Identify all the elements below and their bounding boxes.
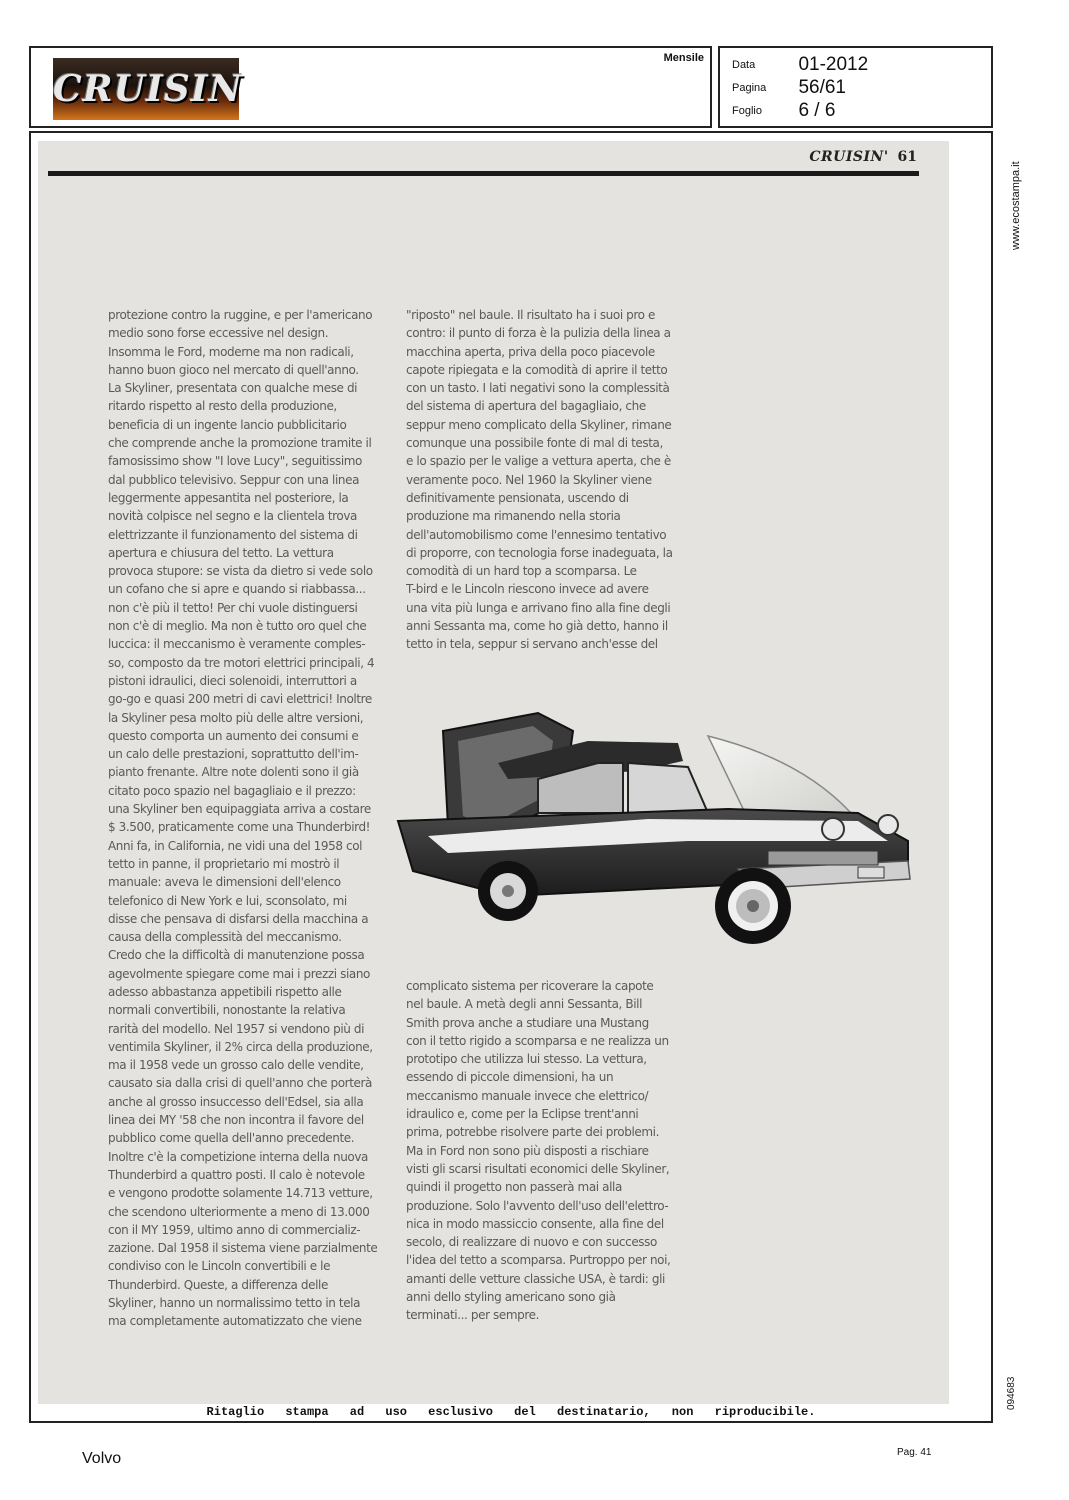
article-line: Thunderbird. Queste, a differenza delle (108, 1277, 328, 1292)
article-line: che scendono ulteriormente a meno di 13.000 (108, 1204, 370, 1219)
article-line: disse che pensava di disfarsi della macchina a (108, 911, 369, 926)
article-line: di proporre, con tecnologia forse inadeguata, la (406, 545, 673, 560)
article-line: causato sia dalla crisi di quell'anno che porterà (108, 1076, 372, 1091)
scanned-page (38, 141, 949, 1404)
article-line: dal pubblico televisivo. Seppur con una linea (108, 472, 360, 487)
date-row (732, 54, 868, 76)
article-line: e lo spazio per le valige a vettura aperta, che è (406, 454, 671, 469)
article-line: visti gli scarsi risultati economici delle Skyliner, (406, 1161, 670, 1176)
article-line: tetto in tela, seppur si servano anch'esse del (406, 637, 658, 652)
article-line: causa della complessità del meccanismo. (108, 930, 342, 945)
article-line: Anni fa, in California, ne vidi una del 1958 col (108, 838, 363, 853)
article-line: beneficia di un ingente lancio pubblicitario (108, 417, 347, 432)
article-line: con il MY 1959, ultimo anno di commercializ- (108, 1222, 361, 1237)
ford-skyliner-photo (388, 701, 918, 961)
sheet-value: 6 / 6 (798, 100, 836, 121)
article-line: produzione. Solo l'avvento dell'uso dell'elettro- (406, 1198, 669, 1213)
article-line: citato poco spazio nel bagagliaio e il prezzo: (108, 783, 356, 798)
clipping-notice: Ritaglio stampa ad uso esclusivo del destinatario, non riproducibile. (206, 1405, 816, 1419)
article-line: Credo che la difficoltà di manutenzione possa (108, 948, 365, 963)
article-line: ma il 1958 vede un grosso calo delle vendite, (108, 1058, 364, 1073)
article-line: seppur meno complicato della Skyliner, rimane (406, 417, 672, 432)
article-line: terminati... per sempre. (406, 1308, 540, 1323)
article-line: prima, potrebbe risolvere parte dei problemi. (406, 1125, 660, 1140)
article-line: protezione contro la ruggine, e per l'americano (108, 308, 373, 322)
date-label: Data (732, 59, 756, 71)
article-line: luccica: il meccanismo è veramente comples- (108, 637, 366, 652)
article-line: non c'è più il tetto! Per chi vuole distinguersi (108, 600, 358, 615)
article-line: rarità del modello. Nel 1957 si vendono più di (108, 1021, 365, 1036)
clipping-code: 094683 (1006, 1376, 1017, 1410)
article-line: $ 3.500, praticamente come una Thunderbird! (108, 820, 371, 835)
article-line: leggermente appesantita nel posteriore, la (108, 490, 349, 505)
article-line: comunque una possibile fonte di mal di testa, (406, 436, 663, 451)
article-line: T-bird e le Lincoln riescono invece ad avere (406, 582, 649, 597)
article-line: Inoltre c'è la competizione interna della nuova (108, 1149, 369, 1164)
article-line: comodità di un hard top a scomparsa. Le (406, 564, 637, 579)
frequency-label: Mensile (663, 52, 704, 64)
logo-text: CRUISIN (53, 68, 243, 110)
clipping-frame (29, 131, 993, 1423)
article-line: provoca stupore: se vista da dietro si vede solo (108, 564, 373, 579)
article-line: agevolmente spiegare come mai i prezzi siano (108, 966, 371, 981)
article-line: pubblico come quella dell'anno precedente. (108, 1131, 355, 1146)
page-row (732, 77, 846, 99)
article-line: idraulico e, come per la Eclipse trent'anni (406, 1107, 639, 1122)
article-line: prototipo che utilizza lui stesso. La vettura, (406, 1052, 647, 1067)
page-value: 56/61 (798, 77, 846, 98)
date-value: 01-2012 (798, 54, 869, 75)
article-line: nel baule. A metà degli anni Sessanta, Bill (406, 997, 643, 1012)
article-line: non c'è di meglio. Ma non è tutto oro quel che (108, 619, 367, 634)
article-line: definitivamente pensionata, uscendo di (406, 490, 629, 505)
article-line: zazione. Dal 1958 il sistema viene parzialmente (108, 1241, 378, 1256)
sheet-label: Foglio (732, 105, 762, 117)
article-line: linea dei MY '58 che non incontra il favore del (108, 1113, 364, 1128)
article-line: Insomma le Ford, moderne ma non radicali, (108, 344, 354, 359)
article-line: dell'automobilismo come l'ennesimo tentativo (406, 527, 667, 542)
article-line: con il tetto rigido a scomparsa e ne realizza un (406, 1033, 669, 1048)
article-line: apertura e chiusura del tetto. La vettura (108, 545, 334, 560)
masthead-box (29, 46, 712, 128)
article-line: che comprende anche la promozione tramite il (108, 436, 372, 451)
article-line: anche al grosso insuccesso dell'Edsel, sia alla (108, 1094, 364, 1109)
article-line: normali convertibili, nonostante la relativa (108, 1003, 346, 1018)
article-line: anni Sessanta ma, come ho già detto, hanno il (406, 619, 668, 634)
article-line: veramente poco. Nel 1960 la Skyliner viene (406, 472, 652, 487)
article-line: go-go e quasi 200 metri di cavi elettrici! Inoltre (108, 692, 372, 707)
article-line: ventimila Skyliner, il 2% circa della produzione, (108, 1039, 373, 1054)
article-line: Ma in Ford non sono più disposti a rischiare (406, 1143, 649, 1158)
article-line: anni dello styling americano sono già (406, 1290, 616, 1305)
header-rule (48, 171, 919, 176)
article-line: "riposto" nel baule. Il risultato ha i suoi pro e (406, 308, 655, 322)
article-line: nica in modo massiccio consente, alla fine del (406, 1216, 664, 1231)
article-line: con un tasto. I lati negativi sono la complessità (406, 381, 670, 396)
article-line: un cofano che si apre e quando si riabbassa... (108, 582, 366, 597)
article-line: capote ripiegata e la comodità di aprire il tetto (406, 362, 668, 377)
article-line: questo comporta un aumento dei consumi e (108, 728, 359, 743)
article-line: macchina aperta, priva della poco piacevole (406, 344, 655, 359)
article-line: contro: il punto di forza è la pulizia della linea a (406, 326, 671, 341)
article-line: Thunderbird a quattro posti. Il calo è notevole (108, 1167, 365, 1182)
article-line: e vengono prodotte solamente 14.713 vetture, (108, 1186, 373, 1201)
article-line: l'idea del tetto a scomparsa. Purtroppo per noi, (406, 1253, 671, 1268)
article-line: hanno buon gioco nel mercato di quell'anno. (108, 362, 359, 377)
article-line: tetto in panne, il proprietario mi mostrò il (108, 856, 340, 871)
article-column-left (108, 306, 383, 1331)
article-line: una Skyliner ben equipaggiata arriva a costare (108, 802, 371, 817)
ecostampa-url: www.ecostampa.it (1010, 161, 1022, 250)
article-line: pistoni idraulici, dieci solenoidi, interruttori a (108, 673, 357, 688)
article-line: condiviso con le Lincoln convertibili e le (108, 1259, 331, 1274)
article-line: Skyliner, hanno un normalissimo tetto in tela (108, 1296, 361, 1311)
article-line: meccanismo manuale invece che elettrico/ (406, 1088, 649, 1103)
article-line: un calo delle prestazioni, soprattutto dell'im- (108, 747, 359, 762)
article-line: telefonico di New York e lui, sconsolato, mi (108, 893, 347, 908)
article-line: manuale: aveva le dimensioni dell'elenco (108, 875, 341, 890)
article-line: pianto frenante. Altre note dolenti sono il già (108, 765, 359, 780)
article-line: La Skyliner, presentata con qualche mese di (108, 381, 358, 396)
page-number: 61 (897, 149, 917, 165)
page-footer-number: Pag. 41 (897, 1447, 932, 1458)
article-line: secolo, di realizzare di nuovo e con successo (406, 1235, 657, 1250)
metadata-box (718, 46, 993, 128)
article-line: adesso abbastanza appetibili rispetto alle (108, 984, 342, 999)
article-line: essendo di piccole dimensioni, ha un (406, 1070, 614, 1085)
article-line: una vita più lunga e arrivano fino alla fine degli (406, 600, 671, 615)
article-line: complicato sistema per ricoverare la capote (406, 979, 654, 993)
article-line: del sistema di apertura del bagagliaio, che (406, 399, 646, 414)
article-line: la Skyliner pesa molto più delle altre versioni, (108, 710, 364, 725)
article-line: elettrizzante il funzionamento del sistema di (108, 527, 358, 542)
article-line: famosissimo show "I love Lucy", seguitissimo (108, 454, 362, 469)
article-line: amanti delle vetture classiche USA, è tardi: gli (406, 1271, 665, 1286)
article-line: medio sono forse eccessive nel design. (108, 326, 329, 341)
article-line: Smith prova anche a studiare una Mustang (406, 1015, 649, 1030)
article-line: quindi il progetto non passerà mai alla (406, 1180, 622, 1195)
page-label: Pagina (732, 82, 767, 94)
page-header (809, 149, 917, 165)
page-brand: CRUISIN' (809, 149, 889, 165)
article-column-right-bottom (406, 977, 686, 1325)
article-line: ritardo rispetto al resto della produzione, (108, 399, 337, 414)
article-line: so, composto da tre motori elettrici principali, 4 (108, 655, 375, 670)
article-line: novità colpisce nel segno e la clientela trova (108, 509, 357, 524)
article-column-right-top (406, 306, 686, 654)
sheet-row (732, 100, 835, 122)
client-name: Volvo (82, 1450, 122, 1467)
cruisin-logo (53, 58, 243, 120)
article-line: ma completamente automatizzato che viene (108, 1314, 362, 1329)
article-line: produzione ma rimanendo nella storia (406, 509, 621, 524)
